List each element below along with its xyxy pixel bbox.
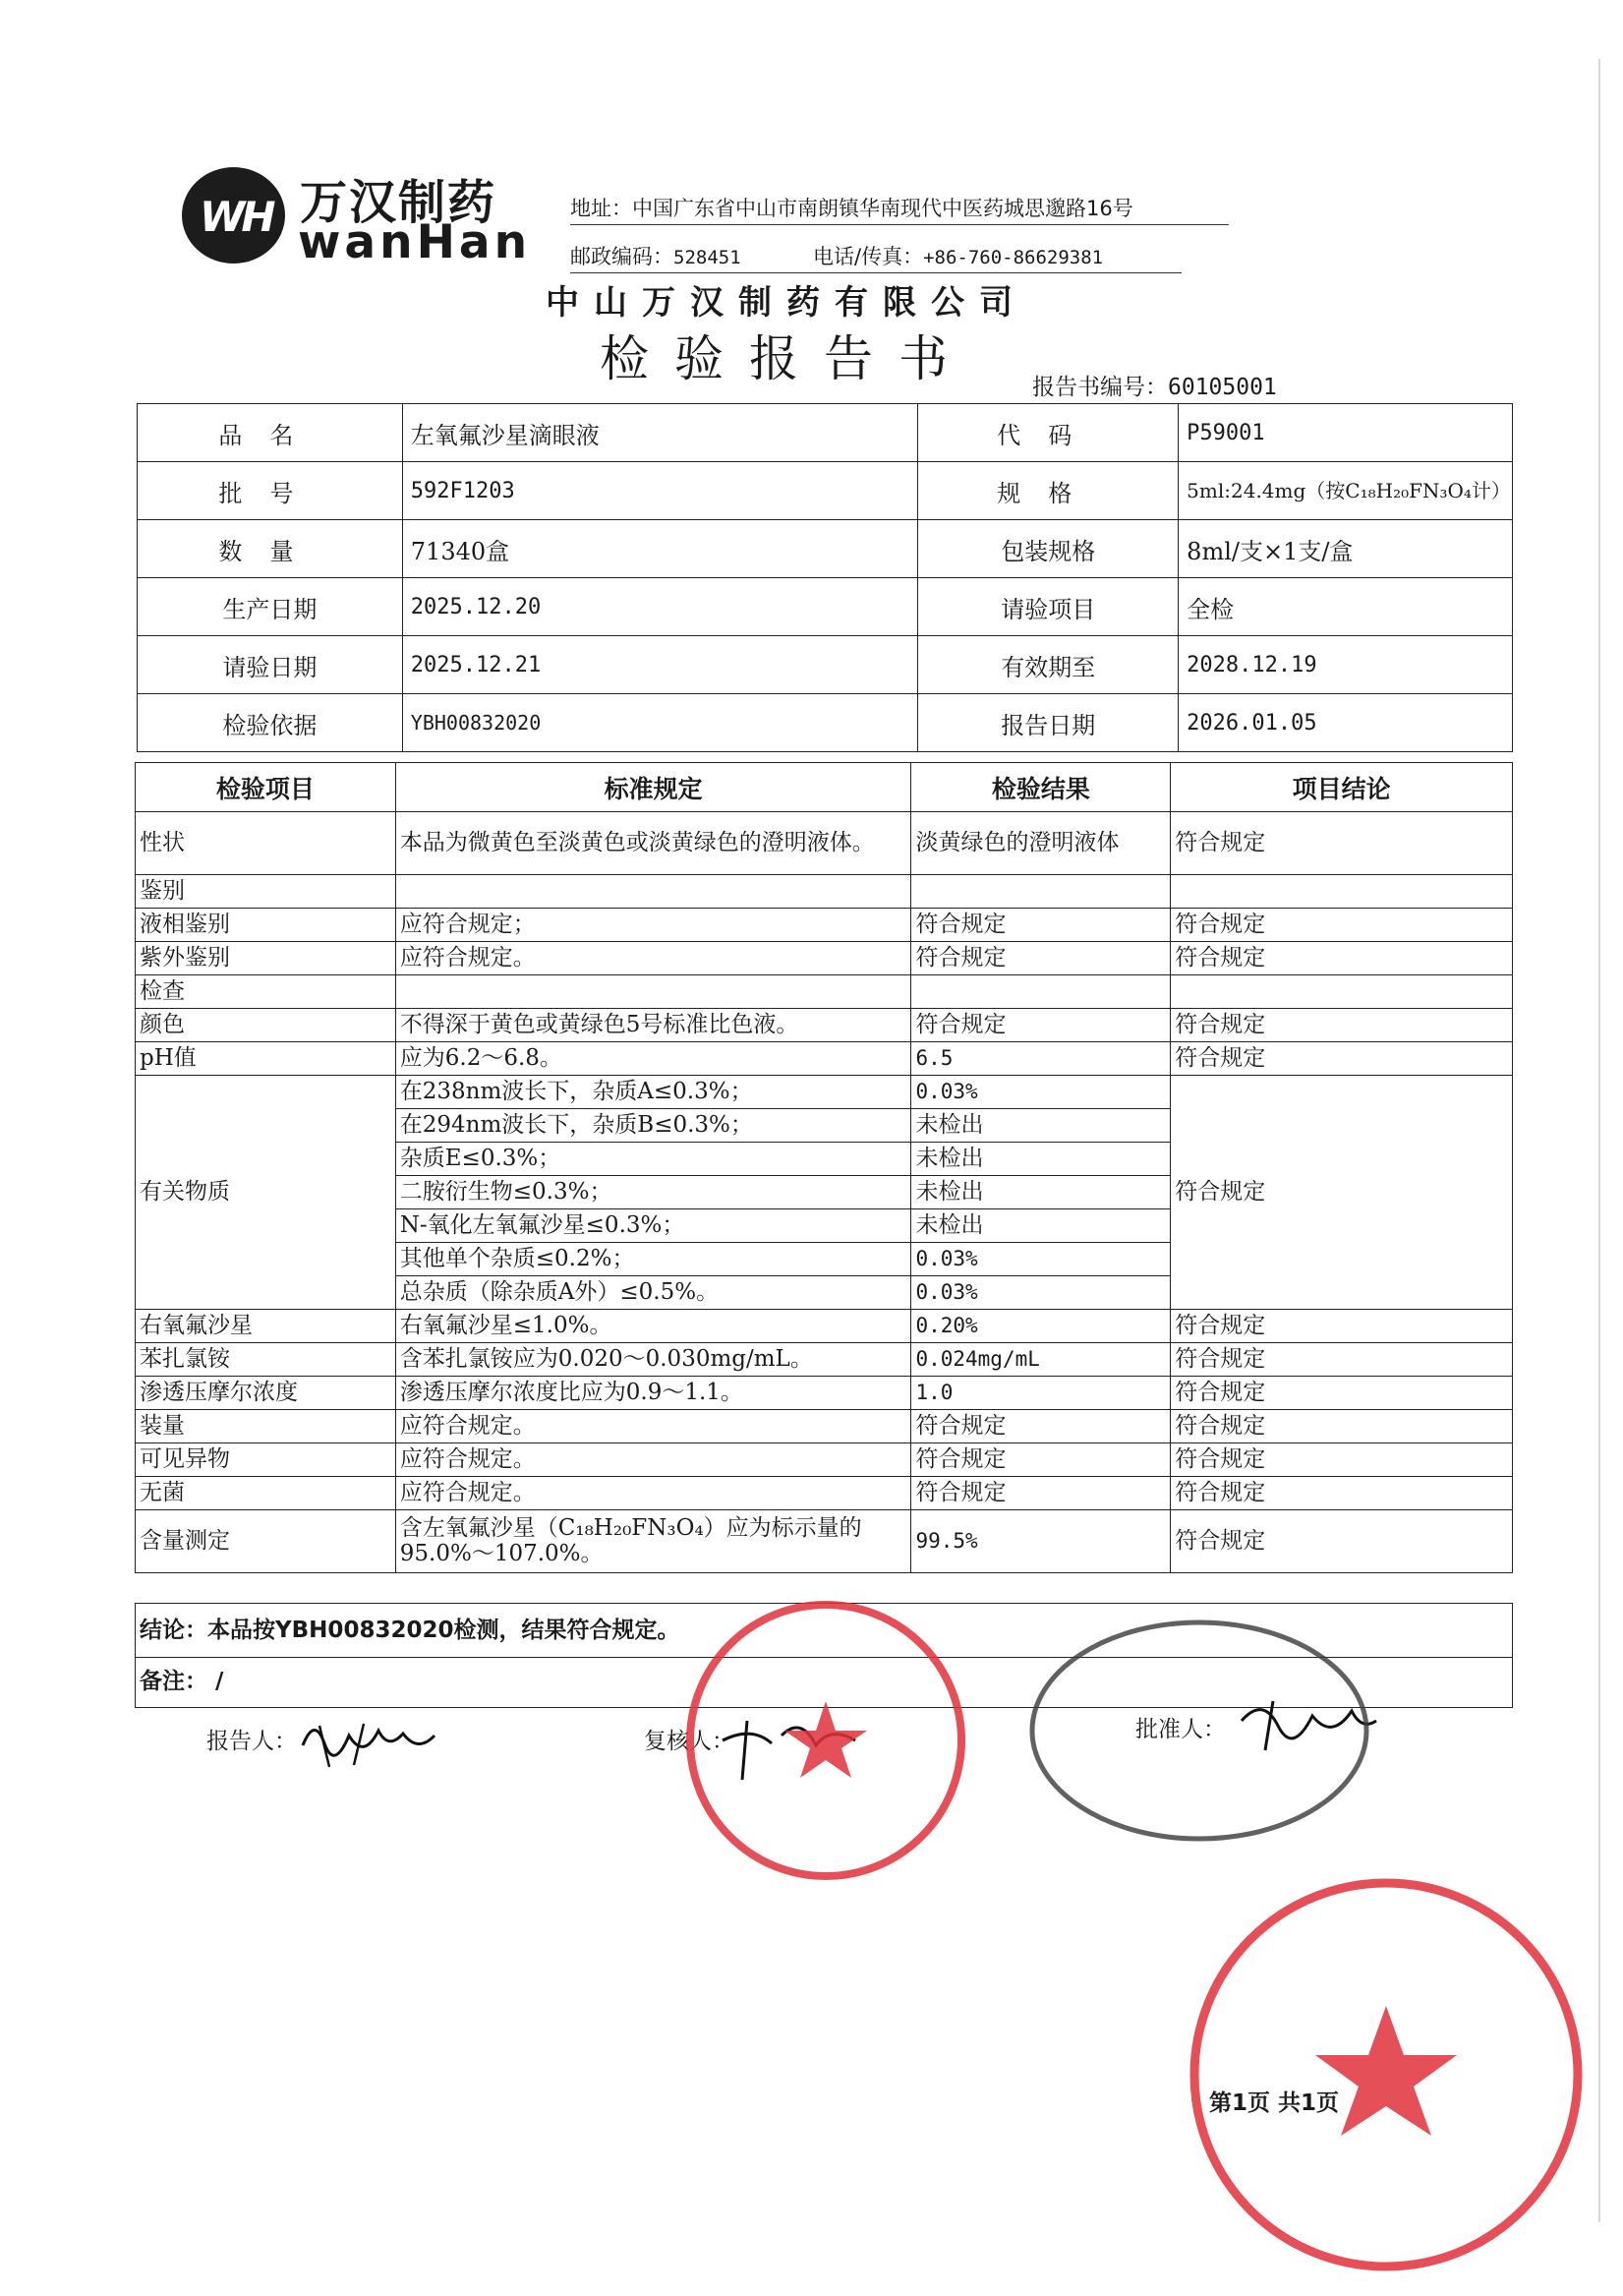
batch-label: 批号	[138, 462, 403, 520]
mfg-label: 生产日期	[138, 578, 403, 636]
logo-cn: 万汉制药	[300, 175, 497, 230]
page-edge	[1598, 59, 1600, 2222]
table-row: N-氧化左氧氟沙星≤0.3%； 未检出	[136, 1209, 1513, 1243]
table-row: 装量 应符合规定。 符合规定 符合规定	[136, 1410, 1513, 1443]
exp-value: 2028.12.19	[1179, 636, 1513, 694]
spec-value: 5ml:24.4mg（按C₁₈H₂₀FN₃O₄计）	[1179, 462, 1513, 520]
req-item-label: 请验项目	[918, 578, 1179, 636]
table-row: 性状 本品为微黄色至淡黄色或淡黄绿色的澄明液体。 淡黄绿色的澄明液体 符合规定	[136, 812, 1513, 875]
info-row	[138, 404, 1513, 462]
table-row: 鉴别	[136, 875, 1513, 909]
pack-label: 包装规格	[918, 520, 1179, 578]
logo-mark-icon: WH	[182, 167, 285, 264]
remark: 备注： /	[135, 1656, 1513, 1708]
table-row: 其他单个杂质≤0.2%； 0.03%	[136, 1243, 1513, 1276]
qty-value: 71340盒	[402, 520, 918, 578]
address: 地址：中国广东省中山市南朗镇华南现代中医药城思邈路16号	[570, 193, 1229, 225]
col-item: 检验项目	[136, 763, 396, 812]
logo-en: wanHan	[298, 215, 532, 269]
reviewer-label: 复核人：	[644, 1729, 734, 1754]
report-date-value: 2026.01.05	[1179, 694, 1513, 752]
col-conclusion: 项目结论	[1171, 763, 1513, 812]
page-title: 检验报告书	[600, 330, 973, 387]
contact-line: 邮政编码：528451 电话/传真：+86-760-86629381	[570, 241, 1182, 273]
req-item-value: 全检	[1179, 578, 1513, 636]
info-row	[138, 462, 1513, 520]
table-row: 右氧氟沙星 右氧氟沙星≤1.0%。 0.20% 符合规定	[136, 1310, 1513, 1343]
table-row: 二胺衍生物≤0.3%； 未检出	[136, 1176, 1513, 1209]
table-row: 总杂质（除杂质A外）≤0.5%。 0.03%	[136, 1276, 1513, 1310]
pack-value: 8ml/支×1支/盒	[1179, 520, 1513, 578]
table-row: 在294nm波长下，杂质B≤0.3%； 未检出	[136, 1109, 1513, 1143]
table-row: 有关物质 在238nm波长下，杂质A≤0.3%； 0.03% 符合规定	[136, 1076, 1513, 1109]
table-row: pH值 应为6.2～6.8。 6.5 符合规定	[136, 1042, 1513, 1076]
table-row: 紫外鉴别 应符合规定。 符合规定 符合规定	[136, 942, 1513, 975]
info-row	[138, 578, 1513, 636]
info-row	[138, 636, 1513, 694]
conclusion: 结论：本品按YBH00832020检测，结果符合规定。	[135, 1603, 1513, 1658]
red-stamp-left	[678, 1593, 973, 1888]
company-logo	[182, 162, 532, 270]
phone: +86-760-86629381	[923, 247, 1104, 268]
table-row: 液相鉴别 应符合规定； 符合规定 符合规定	[136, 909, 1513, 942]
reporter-label: 报告人：	[206, 1729, 297, 1754]
company-name: 中山万汉制药有限公司	[546, 283, 1027, 323]
req-date-value: 2025.12.21	[402, 636, 918, 694]
table-row: 颜色 不得深于黄色或黄绿色5号标准比色液。 符合规定 符合规定	[136, 1009, 1513, 1042]
report-date-label: 报告日期	[918, 694, 1179, 752]
exp-label: 有效期至	[918, 636, 1179, 694]
col-standard: 标准规定	[395, 763, 911, 812]
spec-label: 规格	[918, 462, 1179, 520]
table-row: 苯扎氯铵 含苯扎氯铵应为0.020～0.030mg/mL。 0.024mg/mL 符合规定	[136, 1343, 1513, 1377]
req-date-label: 请验日期	[138, 636, 403, 694]
qty-label: 数量	[138, 520, 403, 578]
table-row: 渗透压摩尔浓度 渗透压摩尔浓度比应为0.9～1.1。 1.0 符合规定	[136, 1377, 1513, 1410]
table-row: 无菌 应符合规定。 符合规定 符合规定	[136, 1477, 1513, 1510]
reporter-signature	[295, 1706, 442, 1775]
info-row	[138, 694, 1513, 752]
code-label: 代码	[918, 404, 1179, 462]
basis-value: YBH00832020	[402, 694, 918, 752]
page-number: 第1页 共1页	[1209, 2090, 1340, 2116]
red-stamp-bottom	[1180, 1868, 1593, 2281]
gray-stamp	[1022, 1613, 1376, 1849]
approver-label: 批准人：	[1135, 1717, 1226, 1742]
basis-label: 检验依据	[138, 694, 403, 752]
table-row: 含量测定 含左氧氟沙星（C₁₈H₂₀FN₃O₄）应为标示量的95.0%～107.0%。 99.5% 符合规定	[136, 1510, 1513, 1573]
product-value: 左氧氟沙星滴眼液	[402, 404, 918, 462]
postal-code: 528451	[673, 247, 741, 268]
info-table	[137, 403, 1513, 752]
mfg-value: 2025.12.20	[402, 578, 918, 636]
table-row: 杂质E≤0.3%； 未检出	[136, 1143, 1513, 1176]
results-header	[136, 763, 1513, 812]
code-value: P59001	[1179, 404, 1513, 462]
report-number: 报告书编号：60105001	[1032, 375, 1277, 400]
results-table	[135, 762, 1513, 1573]
col-result: 检验结果	[911, 763, 1171, 812]
table-row: 检查	[136, 975, 1513, 1009]
table-row: 可见异物 应符合规定。 符合规定 符合规定	[136, 1443, 1513, 1477]
info-row	[138, 520, 1513, 578]
batch-value: 592F1203	[402, 462, 918, 520]
product-label: 品名	[138, 404, 403, 462]
